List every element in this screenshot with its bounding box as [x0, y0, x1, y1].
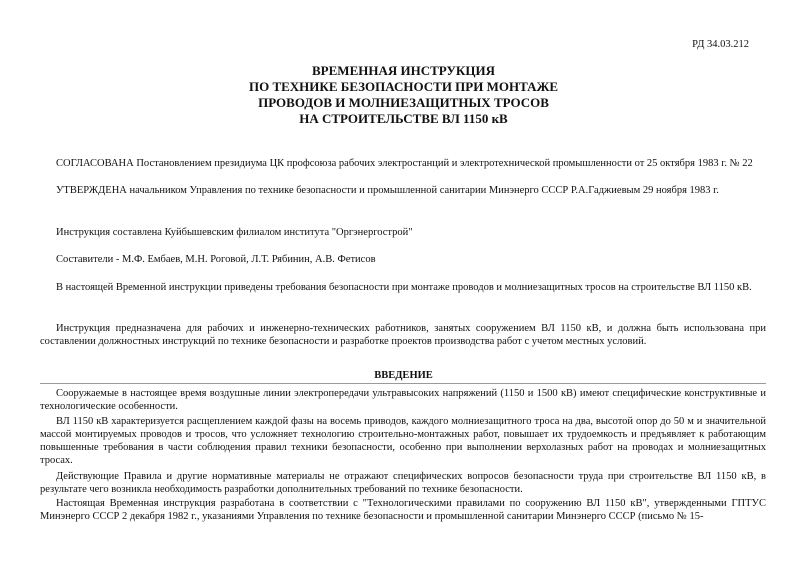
intro-paragraph-1: В настоящей Временной инструкции приведены требования безопасности при монтаже проводов и молниезащитных тросов на строительстве ВЛ 1150 кВ. — [56, 282, 752, 293]
section-paragraph-4: Настоящая Временная инструкция разработана в соответствии с "Технологическими правилами по сооружению ВЛ 1150 кВ", утвержденными ГПТУС Минэнерго СССР 2 декабря 1982 г., указаниями Управления по технике безопасности и промышленной санитарии Минэнерго СССР (письмо № 15- — [40, 498, 766, 522]
title-line-3: ПРОВОДОВ И МОЛНИЕЗАЩИТНЫХ ТРОСОВ — [258, 95, 549, 110]
section-divider — [40, 383, 766, 384]
title-line-2: ПО ТЕХНИКЕ БЕЗОПАСНОСТИ ПРИ МОНТАЖЕ — [248, 79, 559, 94]
section-paragraph-2: ВЛ 1150 кВ характеризуется расщеплением каждой фазы на восемь приводов, каждого молниезащитного троса на два, высотой опор до 50 м и значительной массой монтируемых проводов и тросов, что усложняет технологию строительно-монтажных работ, повышает их трудоемкость и предъявляет к работающим повышенные требования в части соблюдения правил техники безопасности, особенно при выполнении верхолазных работ на проводах и молниезащитных тросах. — [40, 416, 766, 466]
section-paragraph-3: Действующие Правила и другие нормативные материалы не отражают специфических вопросов безопасности труда при строительстве ВЛ 1150 кВ, в результате чего возникла необходимость разработки дополнительных требований по технике безопасности. — [40, 471, 766, 495]
section-heading: ВВЕДЕНИЕ — [374, 370, 433, 381]
document-code: РД 34.03.212 — [692, 39, 749, 50]
document-title — [0, 63, 807, 127]
intro-paragraph-2: Инструкция предназначена для рабочих и инженерно-технических работников, занятых сооружением ВЛ 1150 кВ, и должна быть использована при составлении должностных инструкций по технике безопасности и разработке проектов производства работ с учетом местных условий. — [40, 323, 766, 347]
approved-paragraph: УТВЕРЖДЕНА начальником Управления по технике безопасности и промышленной санитарии Минэнерго СССР Р.А.Гаджиевым 29 ноября 1983 г. — [56, 185, 719, 196]
authors-paragraph: Составители - М.Ф. Ембаев, М.Н. Роговой, Л.Т. Рябинин, А.В. Фетисов — [56, 254, 376, 265]
title-line-1: ВРЕМЕННАЯ ИНСТРУКЦИЯ — [312, 63, 495, 78]
compiled-by-paragraph: Инструкция составлена Куйбышевским филиалом института "Оргэнергострой" — [56, 227, 413, 238]
agreed-paragraph: СОГЛАСОВАНА Постановлением президиума ЦК профсоюза рабочих электростанций и электротехнической промышленности от 25 октября 1983 г. № 22 — [56, 158, 753, 169]
title-line-4: НА СТРОИТЕЛЬСТВЕ ВЛ 1150 кВ — [299, 111, 508, 126]
section-paragraph-1: Сооружаемые в настоящее время воздушные линии электропередачи ультравысоких напряжений (1150 и 1500 кВ) имеют специфические конструктивные и технологические особенности. — [40, 388, 766, 412]
